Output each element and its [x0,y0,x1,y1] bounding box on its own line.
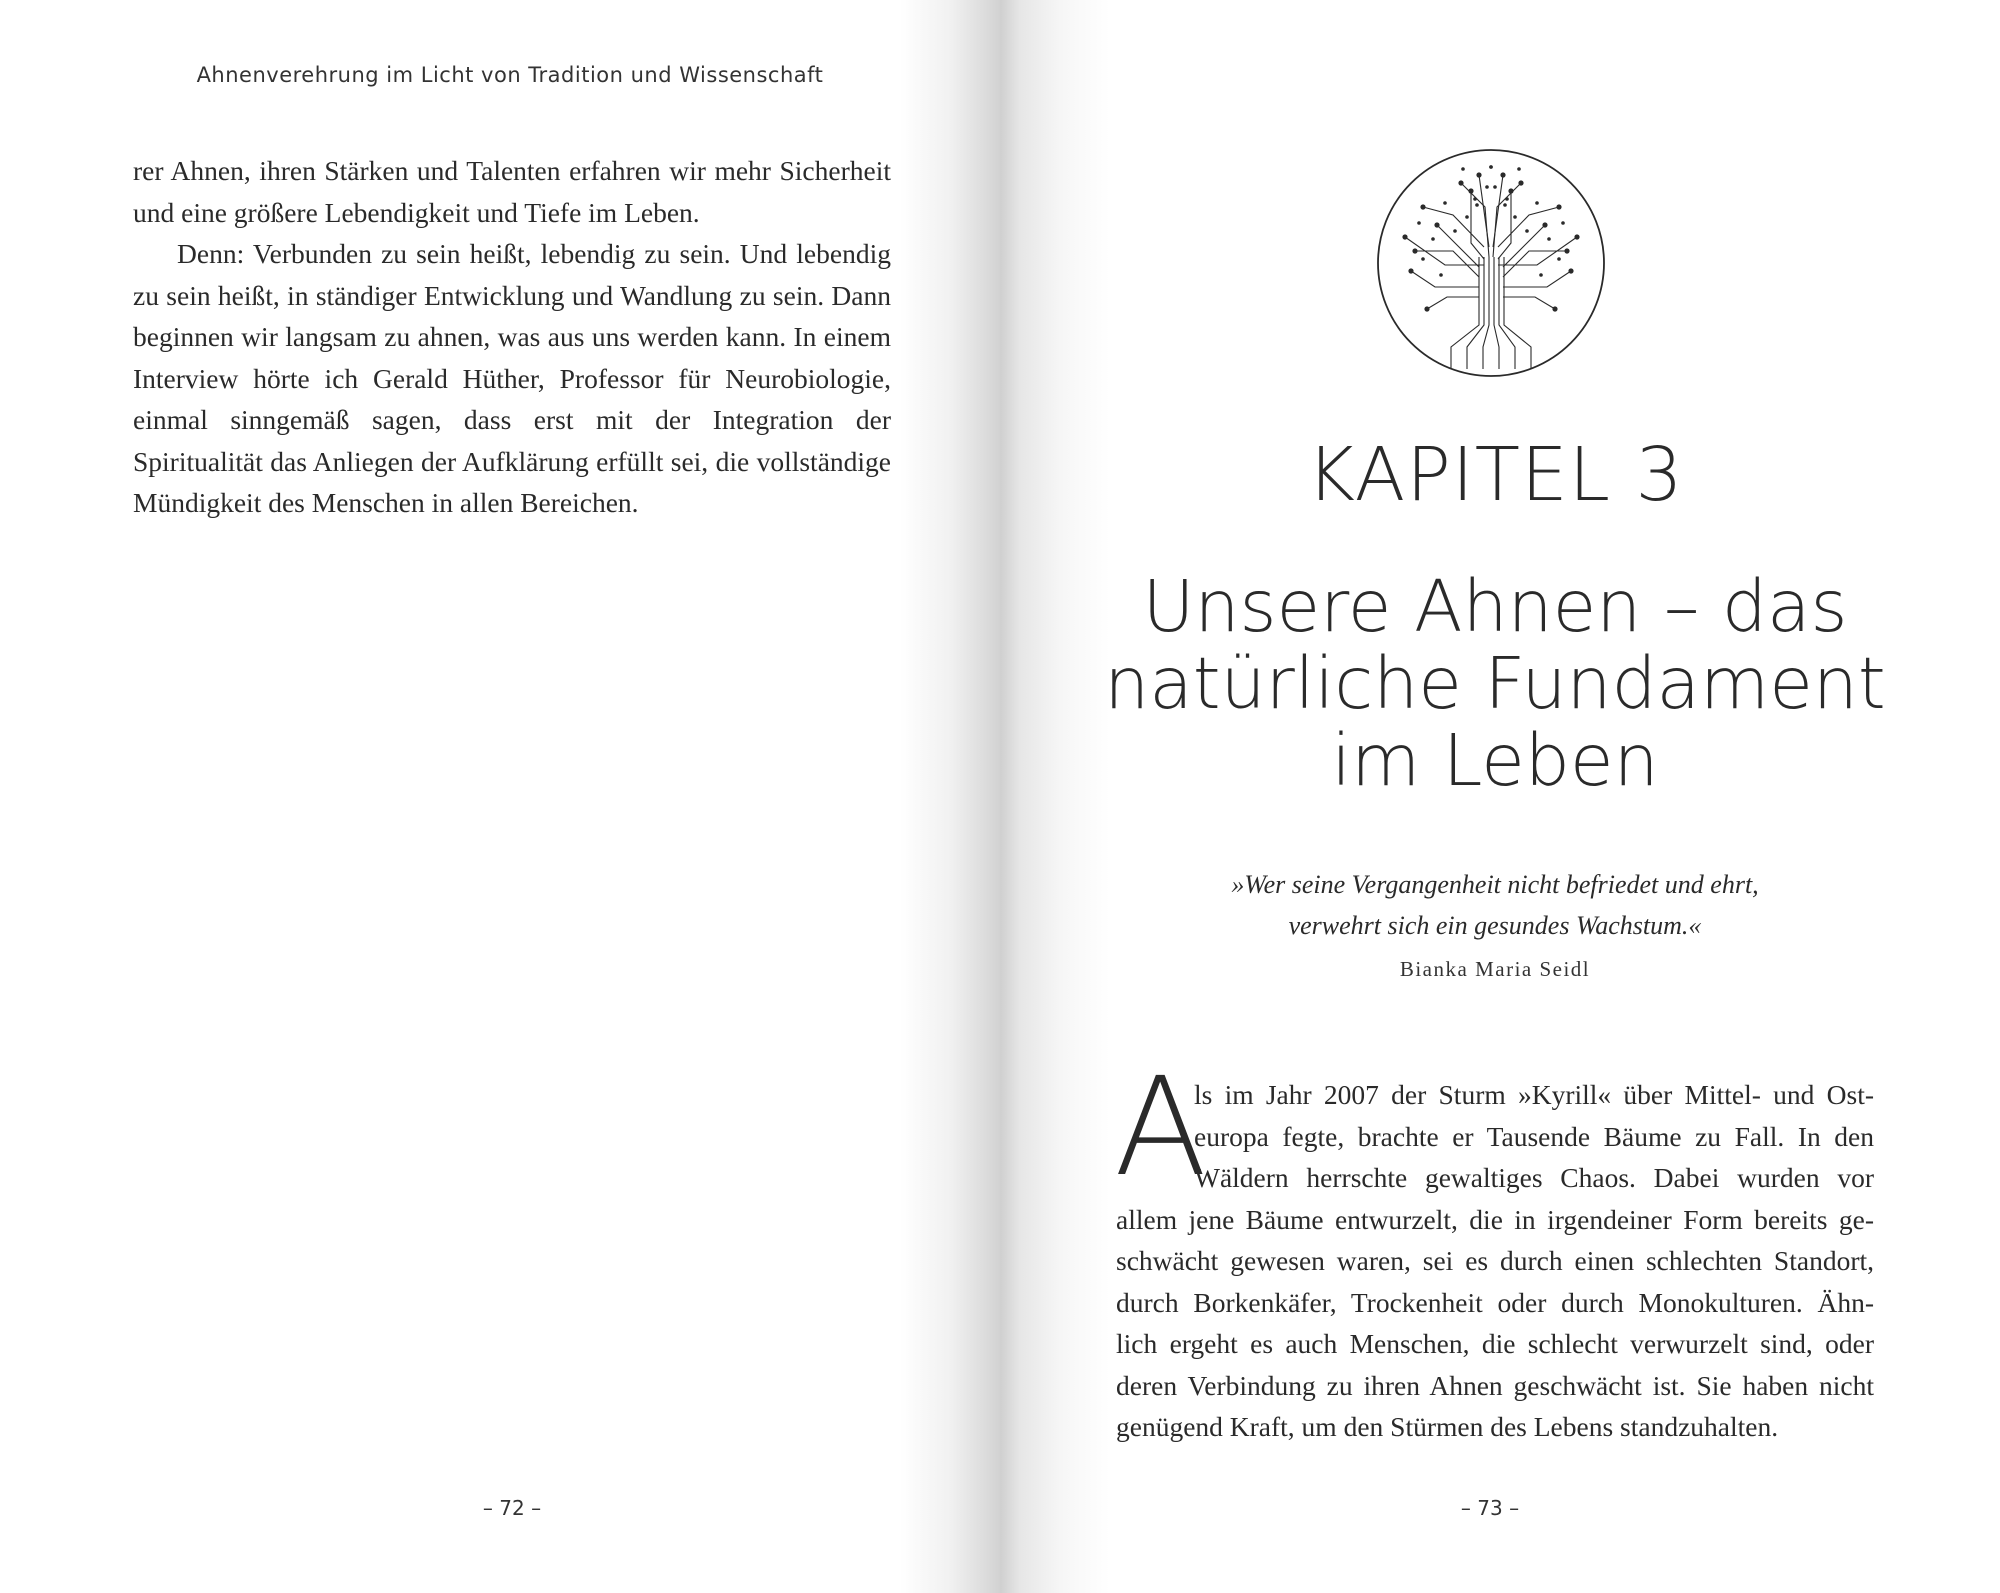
left-body-text [133,150,891,524]
running-head: Ahnenverehrung im Licht von Tradition und Wissenschaft [196,63,824,87]
epigraph-line: verwehrt sich ein gesundes Wachstum.« [1288,911,1702,940]
chapter-title-line: Unsere Ahnen – das [1142,565,1848,648]
chapter-label: KAPITEL 3 [1306,432,1684,518]
body-line: ls im Jahr 2007 der Sturm »Kyrill« über Mittel- und Ost- [1194,1079,1874,1110]
paragraph: rer Ahnen, ihren Stärken und Talenten erfahren wir mehr Sicherheit und eine größere Lebendigkeit und Tiefe im Leben. [133,155,891,228]
body-line: allem jene Bäume entwurzelt, die in irgendeiner Form bereits ge- [1116,1203,1874,1235]
drop-cap: A [1114,1049,1208,1207]
body-line: genügend Kraft, um den Stürmen des Lebens standzuhalten. [1116,1411,1779,1442]
body-line: durch Borkenkäfer, Trockenheit oder durch Monokulturen. Ähn- [1116,1286,1874,1318]
right-body-text [1116,1074,1874,1448]
body-line: schwächt gewesen waren, sei es durch einen schlechten Standort, [1116,1245,1874,1276]
body-line: europa fegte, brachte er Tausende Bäume zu Fall. In den [1194,1120,1874,1152]
body-line: lich ergeht es auch Menschen, die schlecht verwurzelt sind, oder [1116,1328,1874,1359]
epigraph-line: »Wer seine Vergangenheit nicht befriedet und ehrt, [1231,870,1759,899]
paragraph: Denn: Verbunden zu sein heißt, lebendig zu sein. Und lebendig zu sein heißt, in ständiger Entwicklung und Wandlung zu sein. Dann beginnen wir langsam zu ahnen, was aus uns werden kann. In einem Interview hörte ich Gerald Hüther, Professor für Neurobiologie, einmal sinngemäß sagen, dass erst mit der Integration der Spiritualität das Anliegen der Aufklärung erfüllt sei, die vollständige Mündigkeit des Menschen in allen Bereichen. [133,238,891,518]
epigraph-quote [1100,864,1890,946]
page-number-left: – 72 – [482,1496,542,1520]
chapter-title-line: natürliche Fundament [1104,642,1886,725]
chapter-title [1100,565,1890,802]
body-line: deren Verbindung zu ihren Ahnen geschwächt ist. Sie haben nicht [1116,1369,1874,1401]
epigraph-author: Bianka Maria Seidl [1399,957,1591,981]
body-line: Wäldern herrschte gewaltiges Chaos. Dabei wurden vor [1194,1162,1874,1193]
right-page [1000,0,2000,1593]
chapter-title-line: im Leben [1331,719,1659,802]
page-number-right: – 73 – [1460,1496,1520,1520]
circuit-tree-icon [1375,147,1607,379]
